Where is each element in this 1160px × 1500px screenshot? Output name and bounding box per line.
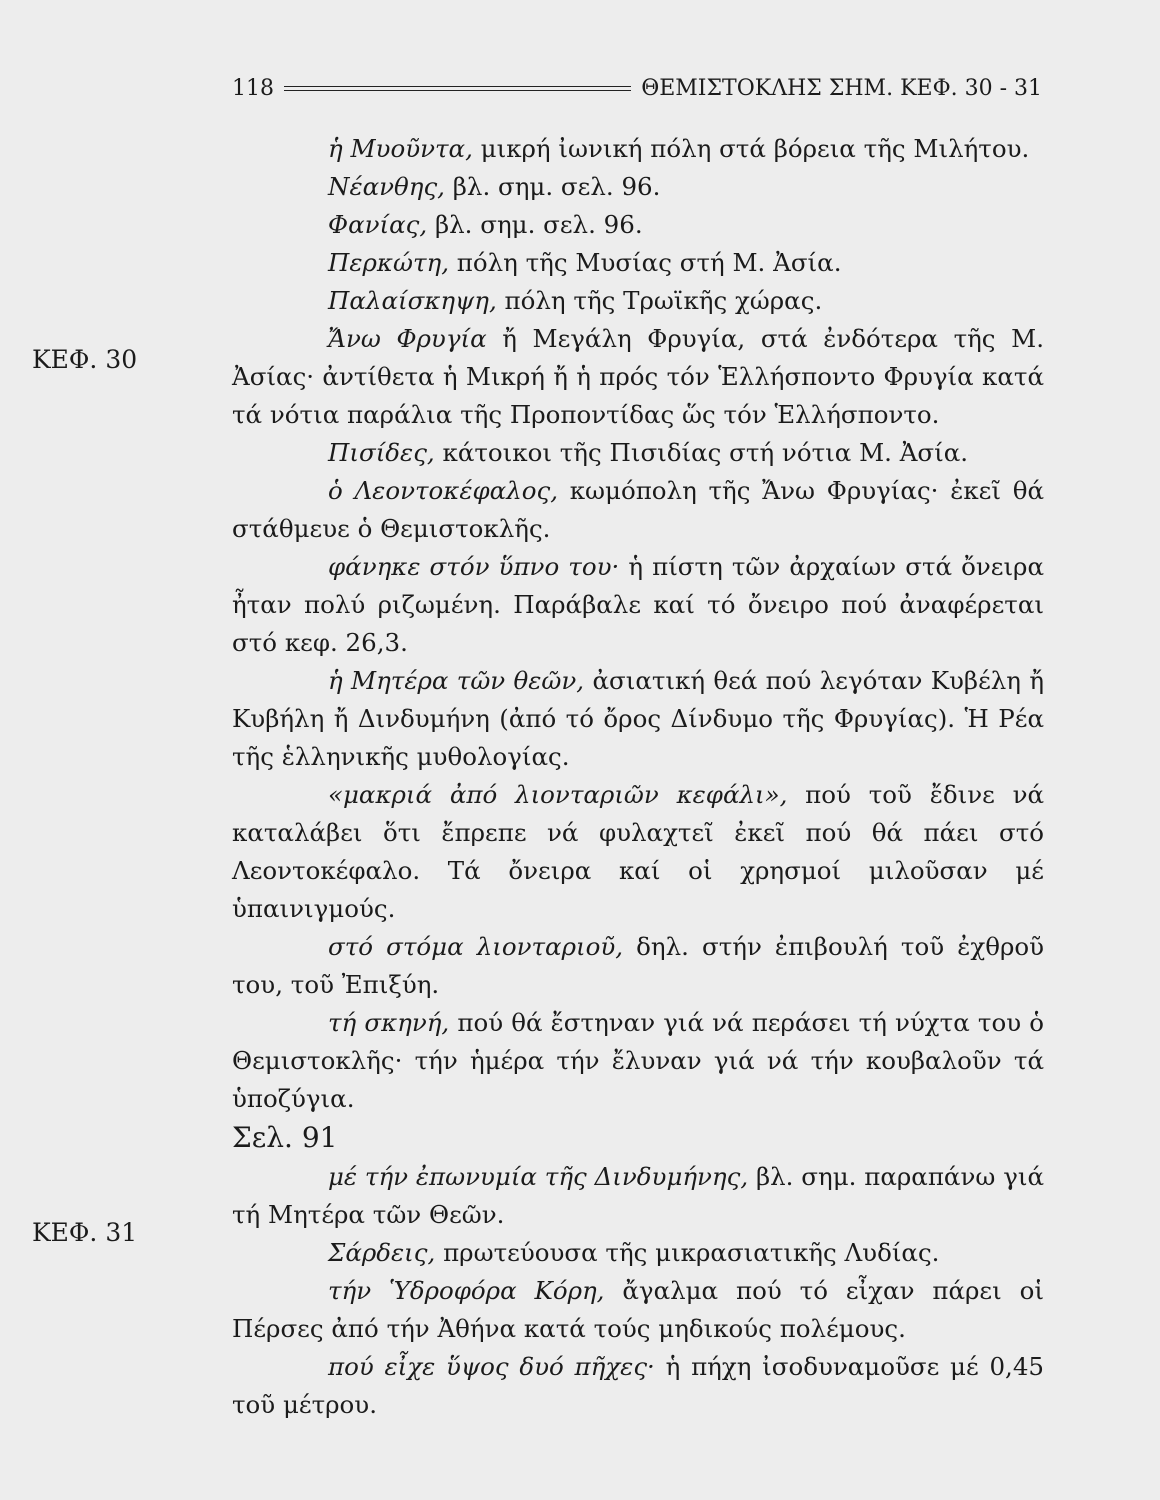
note-term: ὁ Λεοντοκέφαλος, — [328, 476, 558, 505]
margin-note-kef-30: ΚΕΦ. 30 — [32, 345, 138, 374]
note-paragraph — [232, 662, 1044, 776]
note-paragraph — [232, 320, 1044, 434]
note-text: πόλη τῆς Μυσίας στή Μ. Ἀσία. — [448, 248, 842, 277]
note-paragraph — [232, 1004, 1044, 1118]
note-text: ἡ πήχη ἰσοδυναμοῦσε μέ 0,45 τοῦ μέτρου. — [232, 1352, 1044, 1419]
note-text: πρωτεύουσα τῆς μικρασιατικῆς Λυδίας. — [435, 1238, 940, 1267]
note-text: ἄγαλμα πού τό εἶχαν πάρει οἱ Πέρσες ἀπό τήν Ἀθήνα κατά τούς μηδικούς πολέμους. — [232, 1276, 1044, 1343]
running-header — [232, 70, 1042, 106]
note-term: Νέανθης, — [328, 172, 445, 201]
note-term: στό στόμα λιονταριοῦ, — [328, 932, 624, 961]
note-paragraph — [232, 1234, 1044, 1272]
note-text: ἀσιατική θεά πού λεγόταν Κυβέλη ἤ Κυβήλη ἤ Δινδυμήνη (ἀπό τό ὄρος Δίνδυμο τῆς Φρυγίας). Ἡ Ρέα τῆς ἑλληνικῆς μυθολογίας. — [232, 666, 1044, 771]
note-term: μέ τήν ἐπωνυμία τῆς Δινδυμήνης, — [328, 1162, 749, 1191]
note-text: πού θά ἔστηναν γιά νά περάσει τή νύχτα του ὁ Θεμιστοκλῆς· τήν ἡμέρα τήν ἔλυναν γιά νά τήν κουβαλοῦν τά ὑποζύγια. — [232, 1008, 1044, 1113]
note-paragraph — [232, 1272, 1044, 1348]
note-text: βλ. σημ. παραπάνω γιά τή Μητέρα τῶν Θεῶν. — [232, 1162, 1044, 1229]
margin-note-kef-31: ΚΕΦ. 31 — [32, 1218, 138, 1247]
note-paragraph — [232, 130, 1044, 168]
note-term: Παλαίσκηψη, — [328, 286, 497, 315]
note-text: ἤ Μεγάλη Φρυγία, στά ἐνδότερα τῆς Μ. Ἀσίας· ἀντίθετα ἡ Μικρή ἤ ἡ πρός τόν Ἑλλήσποντο Φρυγία κατά τά νότια παράλια τῆς Προποντίδας ὥς τόν Ἑλλήσποντο. — [232, 324, 1044, 429]
note-text: κάτοικοι τῆς Πισιδίας στή νότια Μ. Ἀσία. — [434, 438, 969, 467]
note-paragraph — [232, 282, 1044, 320]
note-term: Φανίας, — [328, 210, 428, 239]
note-term: τή σκηνή, — [328, 1008, 450, 1037]
note-term: ἡ Μητέρα τῶν θεῶν, — [328, 666, 585, 695]
note-paragraph — [232, 548, 1044, 662]
note-term: «μακριά ἀπό λιονταριῶν κεφάλι», — [328, 780, 788, 809]
note-text: πού τοῦ ἔδινε νά καταλάβει ὅτι ἔπρεπε νά φυλαχτεῖ ἐκεῖ πού θά πάει στό Λεοντοκέφαλο. Τά ὄνειρα καί οἱ χρησμοί μιλοῦσαν μέ ὑπαινιγμούς. — [232, 780, 1045, 923]
note-paragraph — [232, 472, 1044, 548]
note-term: ἡ Μυοῦντα, — [328, 134, 473, 163]
note-term: φάνηκε στόν ὕπνο του· — [328, 552, 620, 581]
note-term: Περκώτη, — [328, 248, 449, 277]
notes-body — [232, 130, 1044, 1424]
note-paragraph — [232, 1348, 1044, 1424]
note-term: Πισίδες, — [328, 438, 435, 467]
note-paragraph — [232, 206, 1044, 244]
note-term: τήν Ὑδροφόρα Κόρη, — [328, 1276, 605, 1305]
note-text: πόλη τῆς Τρωϊκῆς χώρας. — [496, 286, 823, 315]
note-paragraph — [232, 168, 1044, 206]
note-term: πού εἶχε ὕψος δυό πῆχες· — [328, 1352, 655, 1381]
note-term: Ἄνω Φρυγία — [328, 324, 487, 353]
note-paragraph — [232, 434, 1044, 472]
note-paragraph — [232, 1158, 1044, 1234]
note-term: Σάρδεις, — [328, 1238, 436, 1267]
section-heading: Σελ. 91 — [232, 1121, 338, 1154]
note-paragraph — [232, 928, 1044, 1004]
note-text: κωμόπολη τῆς Ἄνω Φρυγίας· ἐκεῖ θά στάθμευε ὁ Θεμιστοκλῆς. — [232, 476, 1044, 543]
note-text: ἡ πίστη τῶν ἀρχαίων στά ὄνειρα ἦταν πολύ ριζωμένη. Παράβαλε καί τό ὄνειρο πού ἀναφέρεται στό κεφ. 26,3. — [232, 552, 1045, 657]
note-text: βλ. σημ. σελ. 96. — [427, 210, 643, 239]
header-rule — [284, 86, 631, 91]
running-title: ΘΕΜΙΣΤΟΚΛΗΣ ΣΗΜ. ΚΕΦ. 30 - 31 — [641, 75, 1042, 101]
note-text: βλ. σημ. σελ. 96. — [444, 172, 661, 201]
note-paragraph — [232, 244, 1044, 282]
page-number: 118 — [232, 75, 274, 101]
note-text: μικρή ἰωνική πόλη στά βόρεια τῆς Μιλήτου. — [472, 134, 1030, 163]
note-text: δηλ. στήν ἐπιβουλή τοῦ ἐχθροῦ του, τοῦ Ἐπιξύη. — [232, 932, 1044, 999]
note-paragraph — [232, 776, 1044, 928]
